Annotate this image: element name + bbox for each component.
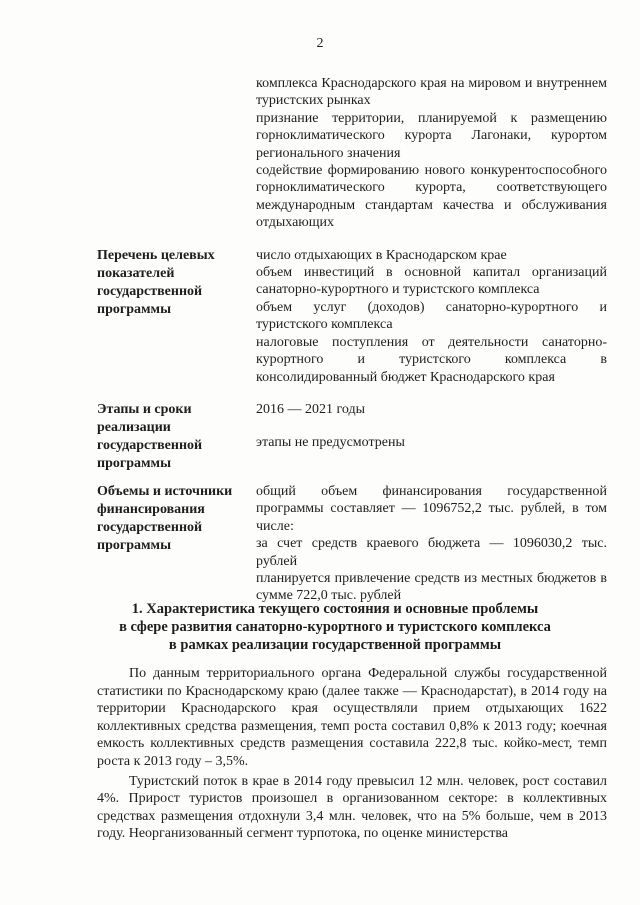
section-heading-line: в сфере развития санаторно-курортного и туристского комплекса	[119, 619, 551, 635]
passport-row-indicators	[97, 247, 607, 386]
passport-row-stages	[97, 401, 607, 473]
indicator-item: число отдыхающих в Краснодарском крае	[256, 247, 507, 263]
funding-item: общий объем финансирования государственной программы составляет — 1096752,2 тыс. рублей, в том числе:	[256, 483, 607, 534]
funding-value	[256, 483, 607, 605]
funding-item: планируется привлечение средств из местных бюджетов в сумме 722,0 тыс. рублей	[256, 570, 607, 604]
stages-value	[256, 401, 607, 452]
passport-row-goals	[97, 75, 607, 232]
indicator-item: объем инвестиций в основной капитал организаций санаторно-курортного и туристского комплекса	[256, 265, 607, 298]
indicator-item: налоговые поступления от деятельности санаторно-курортного и туристского комплекса в консолидированный бюджет Краснодарского края	[256, 334, 607, 385]
goal-item: содействие формированию нового конкурентоспособного горноклиматического курорта, соответствующего международным стандартам качества и обслуживания отдыхающих	[256, 163, 607, 231]
indicators-value	[256, 247, 607, 386]
stages-note: этапы не предусмотрены	[256, 435, 405, 451]
body-paragraph: По данным территориального органа Федеральной службы государственной статистики по Краснодарскому краю (далее также — Краснодарстат), в 2014 году на территории Краснодарского края осуществляли прием отдыхающих 1622 коллективных средства размещения, темп роста составил 0,8% к 2013 году; коечная емкость коллективных средств размещения составила 222,8 тыс. койко-мест, темп роста к 2013 году – 3,5%.	[97, 666, 607, 769]
stages-label: Этапы и сроки реализации государственной программы	[97, 401, 203, 471]
section-heading	[100, 600, 570, 654]
section-heading-line: 1. Характеристика текущего состояния и основные проблемы	[131, 601, 539, 617]
program-passport-table	[97, 75, 607, 605]
stages-period: 2016 — 2021 годы	[256, 401, 366, 417]
section-heading-line: в рамках реализации государственной программы	[168, 637, 502, 653]
passport-row-funding	[97, 483, 607, 605]
goals-value	[256, 75, 607, 232]
indicators-label: Перечень целевых показателей государственной программы	[97, 247, 215, 317]
body-paragraph: Туристский поток в крае в 2014 году превысил 12 млн. человек, рост составил 4%. Прирост туристов произошел в организованном секторе: в коллективных средствах размещения отдохнули 3,4 млн. человек, что на 5% больше, чем в 2013 году. Неорганизованный сегмент турпотока, по оценке министерства	[97, 773, 607, 842]
section-body	[97, 665, 607, 843]
funding-label: Объемы и источники финансирования государственной программы	[97, 483, 233, 553]
page-number: 2	[316, 36, 324, 51]
goal-item: признание территории, планируемой к размещению горноклиматического курорта Лагонаки, курортом регионального значения	[256, 110, 607, 161]
goal-item: комплекса Краснодарского края на мировом и внутреннем туристских рынках	[256, 76, 607, 109]
funding-item: за счет средств краевого бюджета — 1096030,2 тыс. рублей	[256, 536, 607, 569]
indicator-item: объем услуг (доходов) санаторно-курортного и туристского комплекса	[256, 299, 607, 333]
